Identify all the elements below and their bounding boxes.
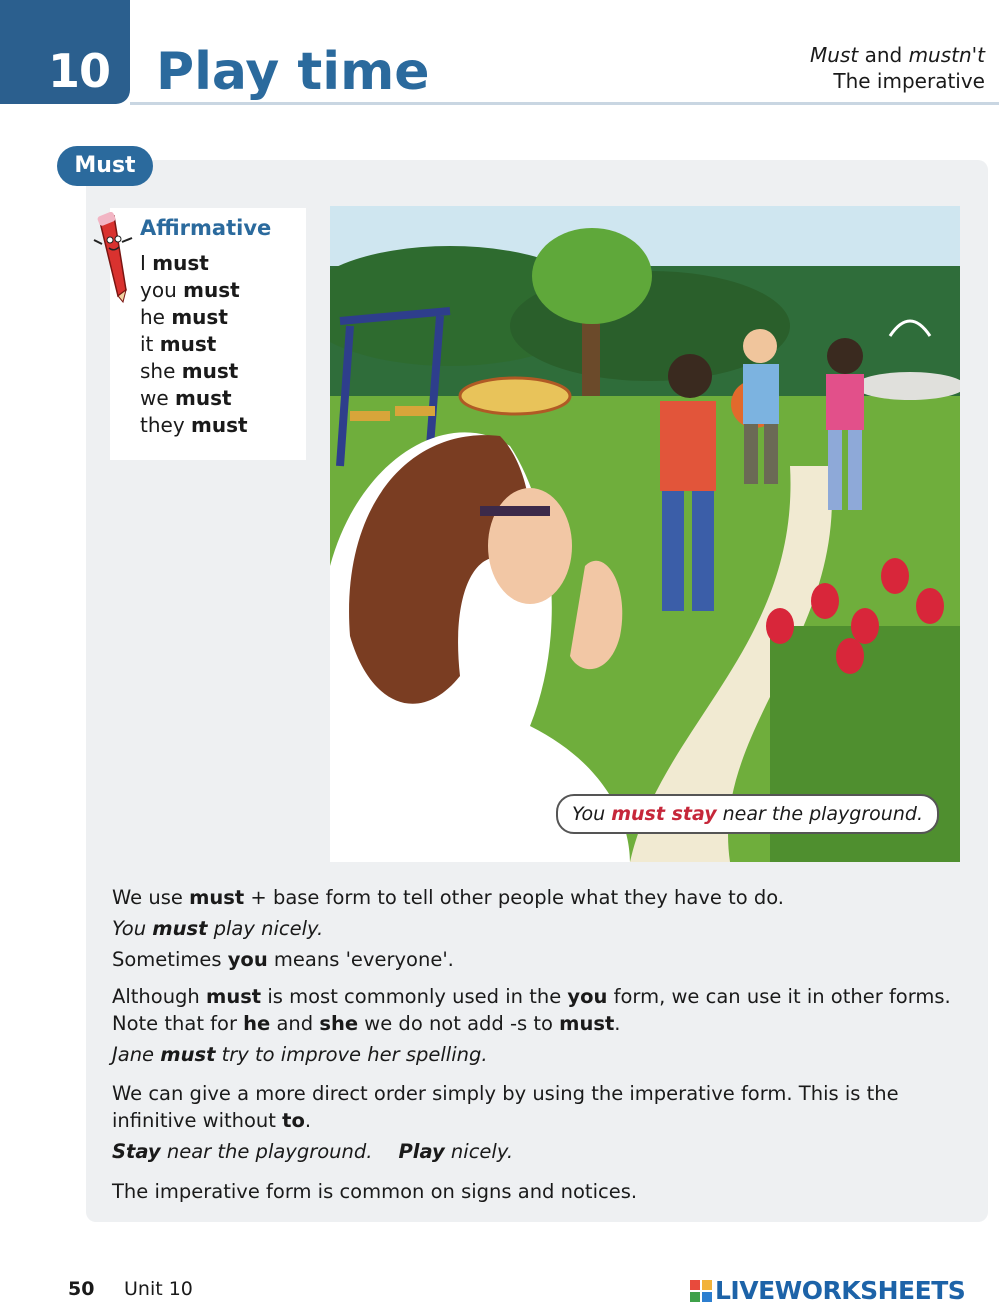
section-label: Must <box>57 146 153 186</box>
verb: must <box>159 332 217 356</box>
unit-label: Unit 10 <box>124 1278 193 1300</box>
example-play-nicely: You must play nicely. <box>112 917 324 940</box>
topic-and: and <box>858 43 909 67</box>
park-illustration <box>330 206 960 862</box>
topic-mustnt: mustn't <box>908 43 985 67</box>
note-other-forms: Although must is most commonly used in the you form, we can use it in other forms. <box>112 985 951 1008</box>
caption-before: You <box>572 803 612 825</box>
verb: must <box>152 251 209 275</box>
pronoun: she <box>140 359 176 383</box>
verb: must <box>171 305 228 329</box>
affirmative-row <box>140 250 248 277</box>
pronoun: they <box>140 413 185 437</box>
caption-after: near the playground. <box>716 803 923 825</box>
rule-must-base-form: We use must + base form to tell other people what they have to do. <box>112 886 785 909</box>
example-jane: Jane must try to improve her spelling. <box>112 1043 488 1066</box>
topic-imperative: The imperative <box>833 69 985 93</box>
affirmative-row <box>140 358 248 385</box>
note-you-everyone: Sometimes you means 'everyone'. <box>112 948 454 971</box>
speech-bubble <box>556 794 939 834</box>
page-number: 50 <box>68 1278 95 1300</box>
affirmative-row <box>140 277 248 304</box>
affirmative-row <box>140 412 248 439</box>
brand-text: LIVEWORKSHEETS <box>715 1276 966 1305</box>
affirmative-row <box>140 385 248 412</box>
brand-logo <box>690 1276 965 1305</box>
verb: must <box>183 278 240 302</box>
affirmative-row <box>140 304 248 331</box>
merry-go-round-icon <box>460 378 570 414</box>
rule-imperative-cont: infinitive without to. <box>112 1109 312 1132</box>
verb: must <box>191 413 248 437</box>
verb: must <box>181 359 239 383</box>
affirmative-title: Affirmative <box>140 216 272 240</box>
unit-number: 10 <box>48 44 111 98</box>
verb: must <box>175 386 232 410</box>
example-imperatives: Stay near the playground. Play nicely. <box>112 1140 514 1163</box>
affirmative-list <box>140 250 248 439</box>
caption-highlight: must stay <box>611 803 717 825</box>
pronoun: we <box>140 386 169 410</box>
unit-tab <box>0 0 130 104</box>
rule-imperative: We can give a more direct order simply by using the imperative form. This is the <box>112 1082 899 1105</box>
note-no-s: Note that for he and she we do not add -s to must. <box>112 1012 621 1035</box>
pronoun: I <box>140 251 146 275</box>
header-rule <box>130 102 999 105</box>
pronoun: you <box>140 278 177 302</box>
unit-title: Play time <box>156 42 430 102</box>
liveworksheets-logo-icon <box>690 1280 712 1302</box>
affirmative-row <box>140 331 248 358</box>
pronoun: it <box>140 332 154 356</box>
topic-summary <box>810 42 985 94</box>
pencil-mascot-icon <box>92 212 136 304</box>
topic-must: Must <box>810 43 859 67</box>
note-signs: The imperative form is common on signs and notices. <box>112 1180 638 1203</box>
pronoun: he <box>140 305 165 329</box>
